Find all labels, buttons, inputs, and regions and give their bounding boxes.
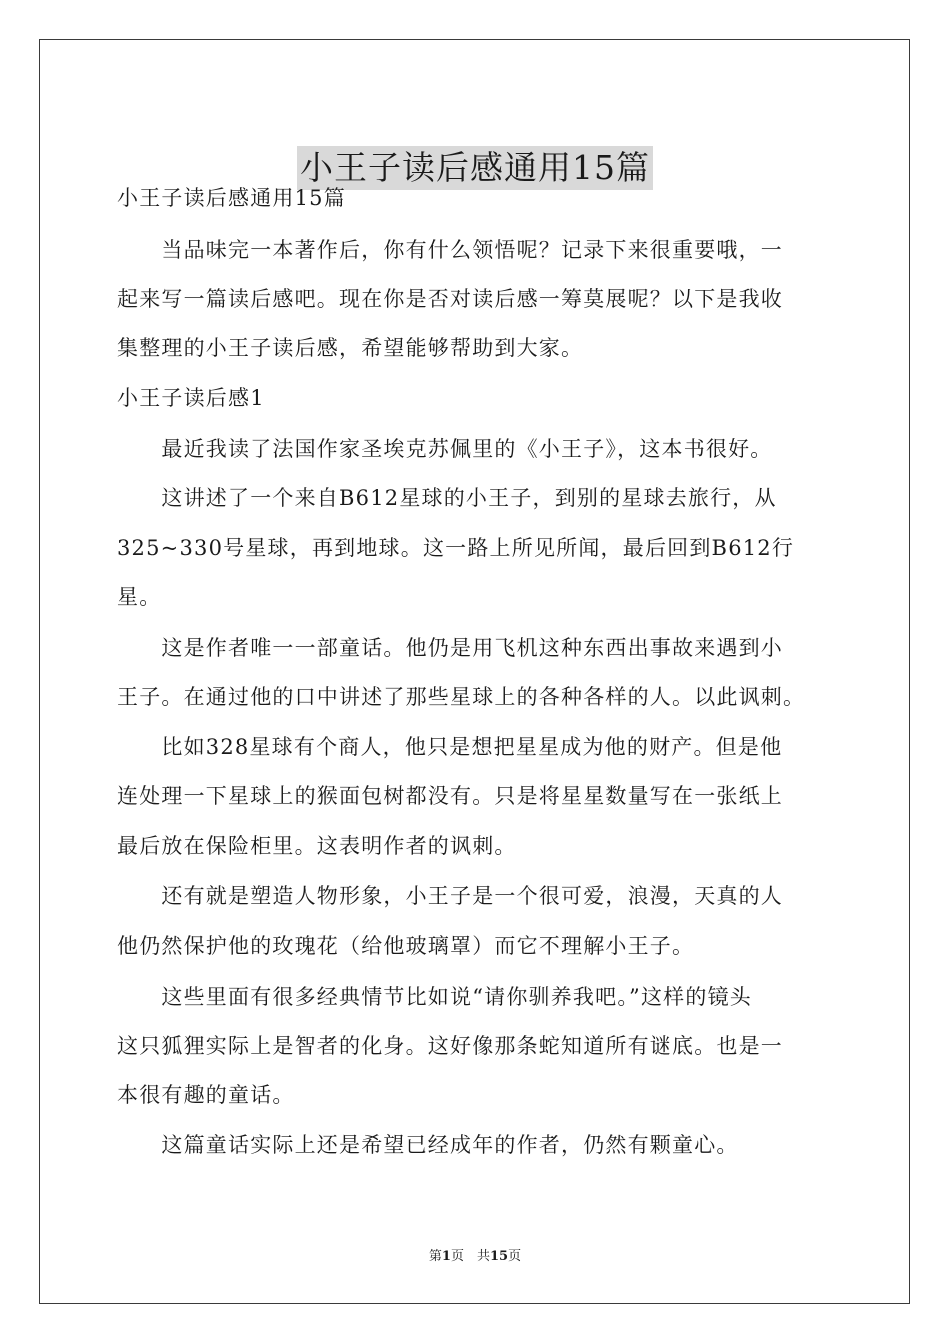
text-line: 比如328星球有个商人，他只是想把星星成为他的财产。但是他 — [117, 735, 783, 759]
text-line: 最近我读了法国作家圣埃克苏佩里的《小王子》，这本书很好。 — [117, 437, 773, 461]
page-footer — [0, 1248, 950, 1266]
footer-page-number: 1 — [441, 1249, 451, 1264]
text-line: 本很有趣的童话。 — [117, 1083, 295, 1107]
text-line: 星。 — [117, 585, 162, 609]
text-line: 这些里面有很多经典情节比如说“请你驯养我吧。”这样的镜头 — [117, 985, 752, 1009]
text-line: 这讲述了一个来自B612星球的小王子，到别的星球去旅行，从 — [117, 486, 777, 510]
text-line: 连处理一下星球上的猴面包树都没有。只是将星星数量写在一张纸上 — [117, 784, 783, 808]
text-line: 集整理的小王子读后感，希望能够帮助到大家。 — [117, 336, 584, 360]
footer-suffix: 页 — [508, 1249, 522, 1264]
page-border — [39, 39, 910, 1304]
text-line: 他仍然保护他的玫瑰花（给他玻璃罩）而它不理解小王子。 — [117, 934, 695, 958]
footer-total-pages: 15 — [489, 1249, 509, 1264]
footer-prefix: 第 — [428, 1249, 442, 1264]
footer-mid: 页 共 — [450, 1249, 490, 1264]
text-line: 这篇童话实际上还是希望已经成年的作者，仍然有颗童心。 — [117, 1133, 739, 1157]
text-line: 小王子读后感1 — [117, 386, 265, 410]
text-line: 起来写一篇读后感吧。现在你是否对读后感一筹莫展呢？以下是我收 — [117, 287, 783, 311]
text-line: 最后放在保险柜里。这表明作者的讽刺。 — [117, 834, 517, 858]
text-line: 这只狐狸实际上是智者的化身。这好像那条蛇知道所有谜底。也是一 — [117, 1034, 783, 1058]
text-line: 小王子读后感通用15篇 — [117, 186, 346, 210]
document-title: 小王子读后感通用15篇 — [297, 146, 653, 190]
text-line: 这是作者唯一一部童话。他仍是用飞机这种东西出事故来遇到小 — [117, 636, 783, 660]
text-line: 王子。在通过他的口中讲述了那些星球上的各种各样的人。以此讽刺。 — [117, 685, 806, 709]
text-line: 325~330号星球，再到地球。这一路上所见所闻，最后回到B612行 — [117, 536, 795, 560]
text-line: 当品味完一本著作后，你有什么领悟呢？记录下来很重要哦，一 — [117, 238, 783, 262]
text-line: 还有就是塑造人物形象，小王子是一个很可爱，浪漫，天真的人 — [117, 884, 783, 908]
